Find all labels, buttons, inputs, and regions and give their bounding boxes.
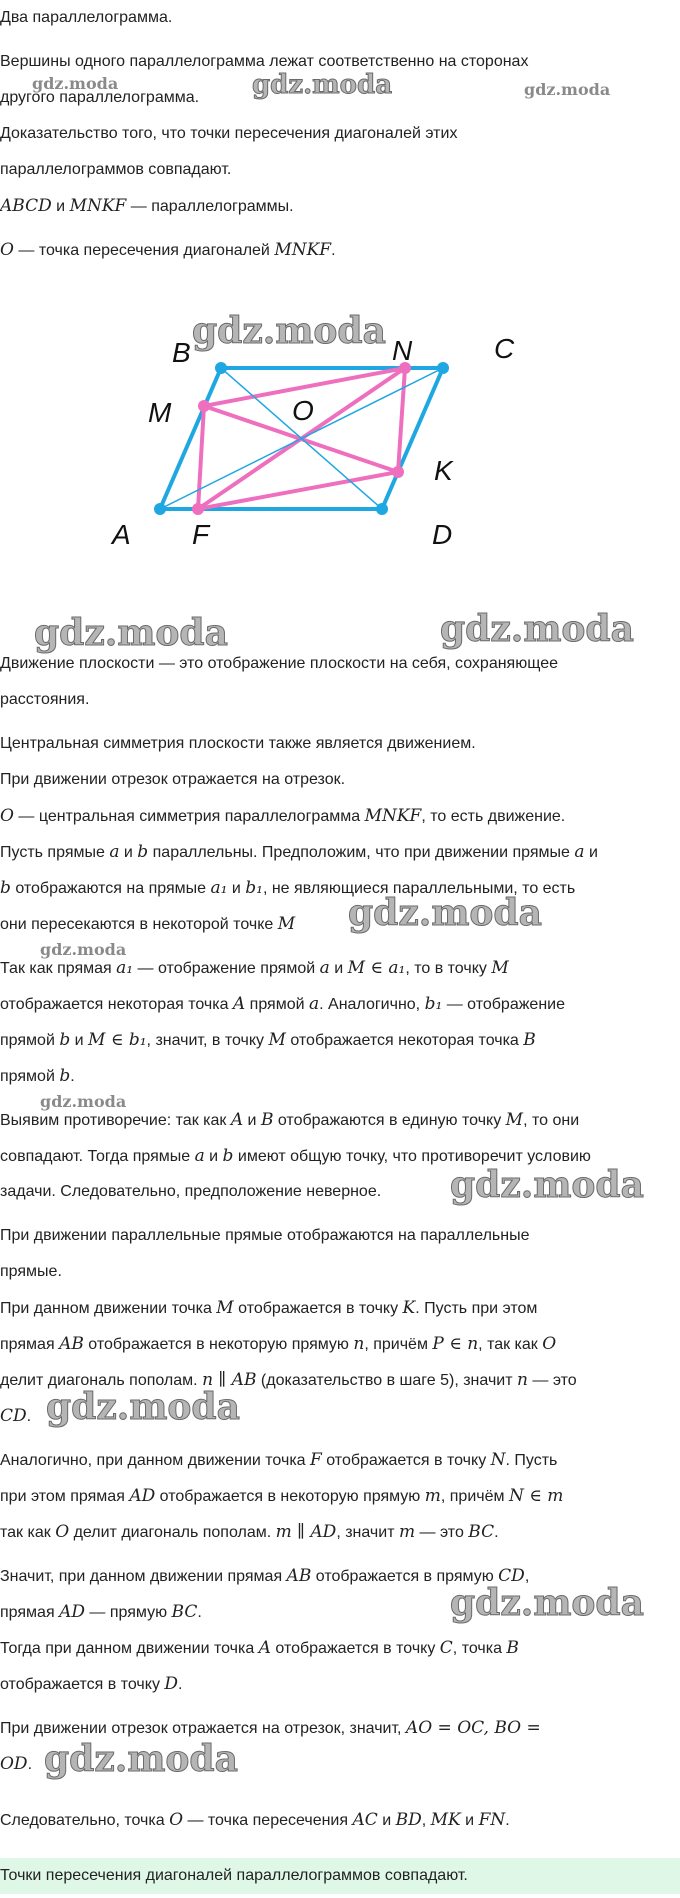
- math: M ∈ a₁: [347, 958, 406, 978]
- text: Пусть прямые: [0, 844, 110, 861]
- text: . Пусть: [505, 1452, 558, 1469]
- text: отображается в прямую: [311, 1568, 499, 1585]
- label-K: K: [434, 455, 453, 486]
- math: O: [169, 1810, 184, 1830]
- watermark: gdz.moda: [40, 1092, 127, 1111]
- math: F: [310, 1450, 322, 1470]
- text: отображается в некоторую прямую: [155, 1488, 425, 1505]
- text-line: Вершины одного параллелограмма лежат соответственно на сторонах: [0, 53, 529, 70]
- text: , так как: [478, 1336, 543, 1353]
- math: BC: [171, 1602, 198, 1622]
- text-line: [0, 958, 678, 979]
- text: .: [197, 1604, 202, 1621]
- text: отображается некоторая точка: [285, 1032, 524, 1049]
- text: ,: [524, 1568, 530, 1585]
- text: ,: [421, 1812, 431, 1829]
- text-line: При движении параллельные прямые отображаются на параллельные: [0, 1227, 530, 1244]
- text-line: [0, 878, 678, 899]
- math: a: [319, 958, 330, 978]
- watermark: gdz.moda: [44, 1738, 238, 1780]
- text-line: Центральная симметрия плоскости также является движением.: [0, 735, 476, 752]
- text: — параллелограммы.: [126, 198, 294, 215]
- text-line: расстояния.: [0, 691, 90, 708]
- text: , то они: [523, 1112, 580, 1129]
- text: , значит: [336, 1524, 399, 1541]
- text-line: Доказательство того, что точки пересечения диагоналей этих: [0, 125, 458, 142]
- text: отображается в точку: [321, 1452, 491, 1469]
- text: — это: [527, 1372, 577, 1389]
- math: M: [491, 958, 509, 978]
- text-line: параллелограммов совпадают.: [0, 161, 232, 178]
- text: — это: [415, 1524, 469, 1541]
- point-C: [437, 362, 449, 374]
- text: .: [331, 242, 336, 259]
- math: D: [164, 1674, 179, 1694]
- text: прямой: [0, 1032, 60, 1049]
- math: AO = OC, BO =: [405, 1718, 541, 1738]
- text: (доказательство в шаге 5), значит: [256, 1372, 517, 1389]
- math: a₁: [116, 958, 134, 978]
- point-K: [392, 466, 404, 478]
- text: . Аналогично,: [319, 996, 425, 1013]
- math: a: [308, 994, 320, 1014]
- text-line: Движение плоскости — это отображение плоскости на себя, сохраняющее: [0, 655, 558, 672]
- text: прямой: [0, 1068, 60, 1085]
- text: Аналогично, при данном движении точка: [0, 1452, 311, 1469]
- math: b₁: [245, 878, 263, 898]
- text: прямой: [245, 996, 309, 1013]
- text: и: [243, 1112, 261, 1129]
- math: AB: [59, 1334, 84, 1354]
- math: n ∥ AB: [202, 1370, 257, 1390]
- text: Выявим противоречие: так как: [0, 1112, 231, 1129]
- math: B: [260, 1110, 274, 1130]
- text-line: [0, 1486, 678, 1507]
- math: O: [0, 806, 14, 826]
- math: MNKF: [69, 196, 127, 216]
- text: .: [70, 1068, 75, 1085]
- math: M: [277, 914, 296, 934]
- watermark: gdz.moda: [450, 1582, 644, 1624]
- text: делит диагональ пополам.: [69, 1524, 276, 1541]
- math: O: [0, 240, 14, 260]
- watermark: gdz.moda: [524, 80, 611, 99]
- text: и: [460, 1812, 479, 1829]
- text: при этом прямая: [0, 1488, 130, 1505]
- point-B: [215, 362, 227, 374]
- label-N: N: [392, 335, 413, 366]
- text: и: [584, 844, 598, 861]
- text: и: [377, 1812, 396, 1829]
- text: отображается в точку: [0, 1676, 165, 1693]
- watermark: gdz.moda: [40, 940, 127, 959]
- label-D: D: [432, 519, 453, 550]
- text: , значит, в точку: [146, 1032, 269, 1049]
- watermark: gdz.moda: [192, 310, 386, 352]
- conclusion-text: Точки пересечения диагоналей параллелограммов совпадают.: [0, 1867, 468, 1884]
- text: и: [119, 844, 138, 861]
- point-F: [192, 503, 204, 515]
- text: , точка: [452, 1640, 507, 1657]
- text: имеют общую точку, что противоречит условию: [233, 1148, 591, 1165]
- math: M: [216, 1298, 234, 1318]
- math: MNKF: [364, 806, 422, 826]
- math: N: [490, 1450, 506, 1470]
- math: AD: [129, 1486, 156, 1506]
- math: b: [0, 878, 11, 898]
- text-line: [0, 1450, 678, 1471]
- text-line: прямые.: [0, 1263, 62, 1280]
- text: — точка пересечения диагоналей: [13, 242, 275, 259]
- math: A: [232, 994, 246, 1014]
- math: AC: [352, 1810, 378, 1830]
- math: M: [268, 1030, 286, 1050]
- text-line: [0, 806, 678, 827]
- math: m ∥ AD: [275, 1522, 337, 1542]
- text: При движении отрезок отражается на отрезок, значит,: [0, 1720, 406, 1737]
- math: ABCD: [0, 196, 52, 216]
- math: b₁: [424, 994, 443, 1014]
- text-line: задачи. Следовательно, предположение неверное.: [0, 1183, 382, 1200]
- text: Тогда при данном движении точка: [0, 1640, 259, 1657]
- label-A: A: [112, 519, 131, 550]
- text-line: [0, 1066, 678, 1087]
- text: .: [178, 1676, 183, 1693]
- text: — точка пересечения: [183, 1812, 353, 1829]
- watermark: gdz.moda: [252, 70, 393, 100]
- text: .: [27, 1756, 33, 1773]
- math: a: [574, 842, 585, 862]
- text: совпадают. Тогда прямые: [0, 1148, 195, 1165]
- text-line: [0, 914, 678, 935]
- text-line: [0, 994, 678, 1015]
- math: b: [59, 1066, 71, 1086]
- text-line: другого параллелограмма.: [0, 89, 200, 106]
- watermark: gdz.moda: [348, 892, 542, 934]
- text-line: [0, 1030, 678, 1051]
- math: CD: [0, 1406, 27, 1426]
- text-line: [0, 1718, 678, 1739]
- watermark: gdz.moda: [34, 612, 228, 654]
- math: A: [258, 1638, 271, 1658]
- text: параллельны. Предположим, что при движении прямые: [148, 844, 575, 861]
- text: , не являющиеся параллельными, то есть: [262, 880, 576, 897]
- point-A: [154, 503, 166, 515]
- text: отображается в точку: [233, 1300, 403, 1317]
- math: m: [398, 1522, 416, 1542]
- math: b: [59, 1030, 71, 1050]
- label-M: M: [148, 397, 172, 428]
- point-M: [198, 400, 210, 412]
- text: .: [494, 1524, 499, 1541]
- text-line: [0, 1298, 678, 1319]
- watermark: gdz.moda: [440, 608, 634, 650]
- text: .: [26, 1408, 32, 1425]
- label-F: F: [192, 519, 210, 550]
- text-line: [0, 196, 678, 217]
- math: n: [353, 1334, 365, 1354]
- math: O: [55, 1522, 70, 1542]
- text: Так как прямая: [0, 960, 117, 977]
- text: — отображение прямой: [133, 960, 320, 977]
- text: прямая: [0, 1604, 60, 1621]
- text: При данном движении точка: [0, 1300, 217, 1317]
- math: B: [523, 1030, 536, 1050]
- text: так как: [0, 1524, 56, 1541]
- text: Следовательно, точка: [0, 1812, 170, 1829]
- math: a: [109, 842, 120, 862]
- math: b: [222, 1146, 234, 1166]
- math: M ∈ b₁: [88, 1030, 147, 1050]
- label-B: B: [172, 337, 191, 368]
- math: m: [424, 1486, 441, 1506]
- text: , то есть движение.: [421, 808, 566, 825]
- math: N ∈ m: [508, 1486, 564, 1506]
- math: K: [402, 1298, 416, 1318]
- math: B: [506, 1638, 519, 1658]
- watermark: gdz.moda: [32, 74, 119, 93]
- math: MNKF: [274, 240, 332, 260]
- math: n: [516, 1370, 528, 1390]
- text: . Пусть при этом: [415, 1300, 538, 1317]
- math: MK: [430, 1810, 461, 1830]
- math: P ∈ n: [432, 1334, 479, 1354]
- text: — отображение: [442, 996, 565, 1013]
- text-line: [0, 1334, 678, 1355]
- text: отображается некоторая точка: [0, 996, 233, 1013]
- math: FN: [478, 1810, 506, 1830]
- text: делит диагональ пополам.: [0, 1372, 203, 1389]
- text: отображается в некоторую прямую: [83, 1336, 354, 1353]
- text-line: При движении отрезок отражается на отрезок.: [0, 771, 346, 788]
- text: и: [51, 198, 70, 215]
- watermark: gdz.moda: [450, 1164, 644, 1206]
- math: b: [137, 842, 149, 862]
- text: и: [227, 880, 246, 897]
- text: Значит, при данном движении прямая: [0, 1568, 287, 1585]
- text: отображаются на прямые: [10, 880, 211, 897]
- label-C: C: [494, 333, 515, 364]
- math: A: [230, 1110, 244, 1130]
- label-O: O: [292, 395, 314, 426]
- text: .: [505, 1812, 510, 1829]
- text-line: [0, 1522, 678, 1543]
- text-line: [0, 240, 678, 261]
- math: a: [194, 1146, 205, 1166]
- math: a₁: [210, 878, 228, 898]
- text: прямая: [0, 1336, 60, 1353]
- math: AB: [286, 1566, 312, 1586]
- math: O: [542, 1334, 557, 1354]
- text: , причём: [364, 1336, 433, 1353]
- text-line: [0, 1638, 678, 1659]
- text: они пересекаются в некоторой точке: [0, 916, 278, 933]
- text-line: Два параллелограмма.: [0, 9, 173, 26]
- math: BC: [468, 1522, 495, 1542]
- text: — прямую: [84, 1604, 172, 1621]
- math: CD: [498, 1566, 525, 1586]
- text: и: [329, 960, 348, 977]
- watermark: gdz.moda: [46, 1386, 240, 1428]
- text-line: [0, 1810, 678, 1831]
- math: M: [505, 1110, 524, 1130]
- math: OD: [0, 1754, 28, 1774]
- text-line: [0, 1110, 678, 1131]
- text: и: [70, 1032, 89, 1049]
- text: , то в точку: [405, 960, 492, 977]
- text: , причём: [440, 1488, 509, 1505]
- text: отображаются в единую точку: [273, 1112, 506, 1129]
- text: — центральная симметрия параллелограмма: [13, 808, 365, 825]
- point-D: [376, 503, 388, 515]
- text-line: [0, 1674, 678, 1695]
- math: C: [439, 1638, 453, 1658]
- text: отображается в точку: [270, 1640, 440, 1657]
- text: и: [204, 1148, 223, 1165]
- text-line: [0, 842, 678, 863]
- math: AD: [59, 1602, 85, 1622]
- math: BD: [395, 1810, 422, 1830]
